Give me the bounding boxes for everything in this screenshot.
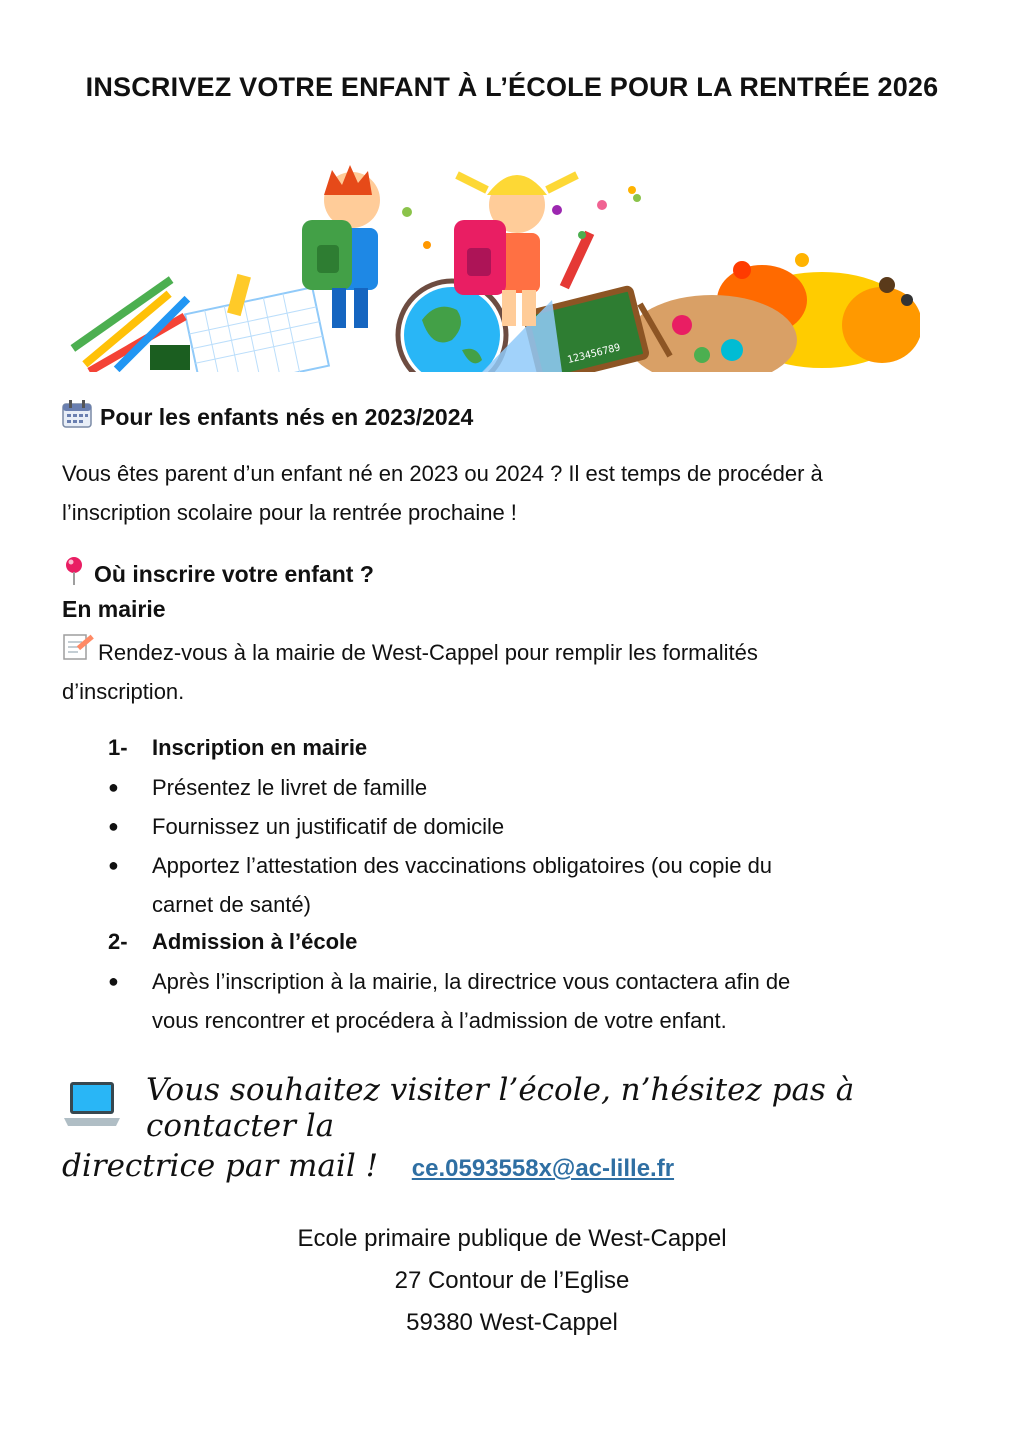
list-item — [108, 807, 928, 846]
mairie-line-1-row — [62, 632, 962, 672]
school-banner-illustration — [62, 150, 920, 372]
school-name: Ecole primaire publique de West-Cappel — [297, 1225, 727, 1252]
step-1-bullet-3-line-1: Apportez l’attestation des vaccinations obligatoires (ou copie du — [152, 853, 773, 878]
step-1-title: Inscription en mairie — [152, 735, 368, 760]
step-2-number: 2- — [108, 929, 128, 954]
contact-email-link[interactable]: ce.0593558x@ac-lille.fr — [411, 1155, 675, 1182]
section-heading-where — [62, 556, 374, 592]
birth-years-line-1: Vous êtes parent d’un enfant né en 2023 ou 2024 ? Il est temps de procéder à — [62, 461, 823, 486]
birth-years-paragraph — [62, 454, 962, 532]
en-mairie-subheading: En mairie — [62, 596, 166, 622]
section-heading-birth-years — [62, 400, 473, 434]
step-1-bullet-1: Présentez le livret de famille — [152, 775, 428, 800]
step-1-bullet-3 — [152, 846, 772, 924]
step-2-bullet-1 — [152, 962, 790, 1040]
school-street: 27 Contour de l’Eglise — [394, 1267, 630, 1294]
list-item — [108, 962, 928, 1040]
school-address — [0, 1218, 1024, 1344]
list-item — [108, 768, 928, 807]
mairie-line-1: Rendez-vous à la mairie de West-Cappel pour remplir les formalités — [98, 639, 758, 665]
step-2-title: Admission à l’école — [152, 929, 358, 954]
step-1-row — [108, 728, 928, 767]
bullet-icon: ● — [108, 777, 119, 797]
contact-line-1: Vous souhaitez visiter l’école, n’hésitez pas à contacter la — [146, 1072, 855, 1144]
step-2-bullet-1-line-1: Après l’inscription à la mairie, la directrice vous contactera afin de — [152, 969, 791, 994]
birth-years-line-2: l’inscription scolaire pour la rentrée prochaine ! — [62, 500, 517, 525]
contact-line-1-row — [62, 1072, 962, 1144]
birth-years-heading-text: Pour les enfants nés en 2023/2024 — [100, 403, 474, 430]
contact-line-2: directrice par mail ! — [62, 1148, 379, 1184]
pin-icon — [62, 556, 86, 592]
school-city: 59380 West-Cappel — [406, 1309, 618, 1336]
bullet-icon: ● — [108, 855, 119, 875]
calendar-icon — [62, 400, 92, 434]
bullet-icon: ● — [108, 971, 119, 991]
step-1-number: 1- — [108, 735, 128, 760]
step-1-bullet-3-line-2: carnet de santé) — [152, 892, 311, 917]
notebook-paper — [185, 287, 329, 372]
contact-line-2-row — [62, 1148, 962, 1184]
page-title: INSCRIVEZ VOTRE ENFANT À L’ÉCOLE POUR LA RENTRÉE 2026 — [85, 72, 939, 102]
mairie-paragraph — [62, 632, 962, 711]
laptop-icon — [62, 1080, 122, 1136]
step-2-bullet-1-line-2: vous rencontrer et procédera à l’admission de votre enfant. — [152, 1008, 727, 1033]
mairie-line-2: d’inscription. — [62, 679, 185, 704]
bullet-icon: ● — [108, 816, 119, 836]
where-heading-text: Où inscrire votre enfant ? — [94, 560, 374, 587]
memo-icon — [62, 632, 94, 672]
step-1-bullet-2: Fournissez un justificatif de domicile — [152, 814, 505, 839]
chalkboard-digits: 123456789 — [566, 342, 622, 367]
step-2-row — [108, 922, 928, 961]
list-item — [108, 846, 928, 924]
